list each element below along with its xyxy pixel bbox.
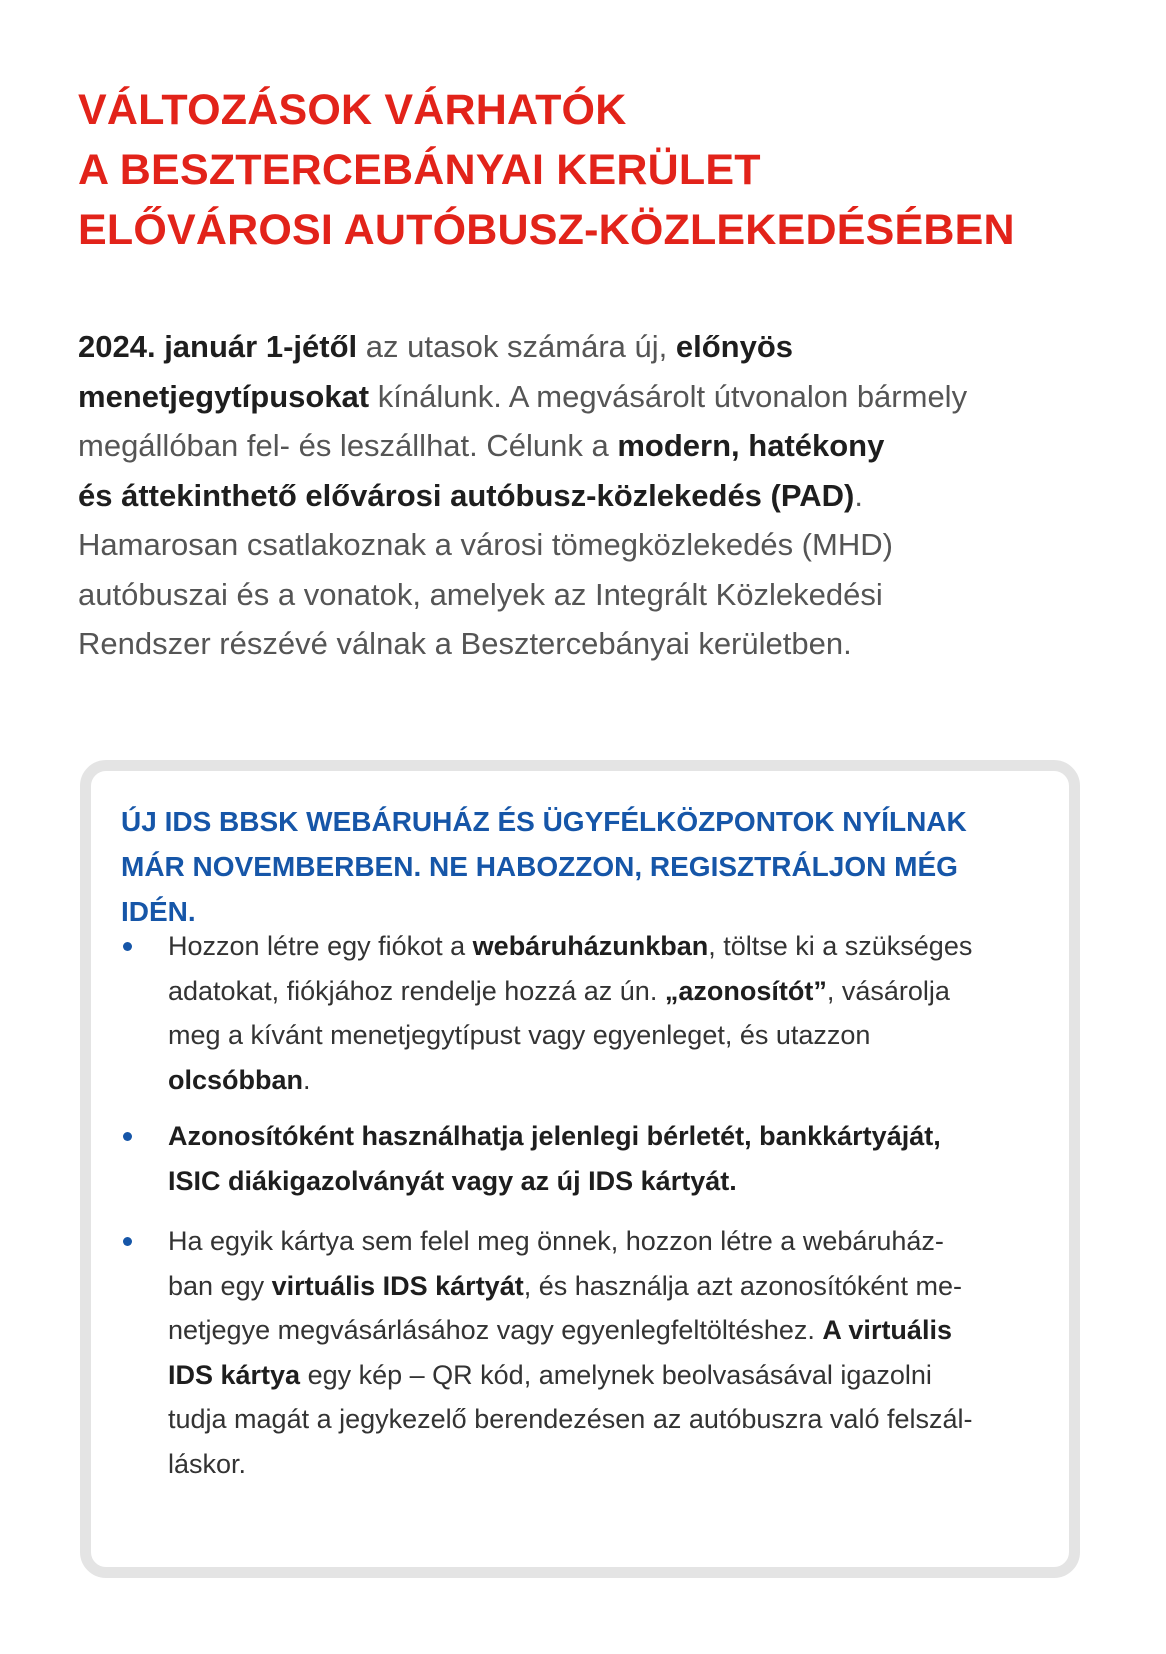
info-box-title-line: MÁR NOVEMBERBEN. NE HABOZZON, REGISZTRÁLJON MÉG	[121, 851, 958, 882]
bullet-dot-icon	[123, 1237, 132, 1246]
bullet-span: , és használja azt azonosítóként me-	[523, 1270, 962, 1301]
info-box-title-line: ÚJ IDS BBSK WEBÁRUHÁZ ÉS ÜGYFÉLKÖZPONTOK NYÍLNAK	[121, 806, 967, 837]
bullet-bold: webáruházunkban	[472, 931, 709, 961]
bullet-bold: virtuális IDS kártyát	[271, 1270, 524, 1301]
bullet-dot-icon	[123, 942, 132, 951]
bullet-bold: olcsóbban	[168, 1064, 304, 1095]
bullet-line	[168, 1353, 1048, 1398]
bullet-line	[168, 1264, 1048, 1309]
intro-line	[78, 322, 1088, 372]
bullet-line	[168, 969, 1048, 1014]
bullet-bold: ISIC diákigazolványát vagy az új IDS kártyát.	[168, 1165, 737, 1196]
intro-bold: 2024. január 1-jétől	[78, 329, 358, 364]
title-line-1: VÁLTOZÁSOK VÁRHATÓK	[78, 86, 627, 134]
intro-bold: menetjegytípusokat	[78, 378, 370, 414]
intro-text: az utasok számára új,	[357, 329, 676, 364]
info-box-title-line: IDÉN.	[121, 896, 196, 927]
bullet-span: netjegye megvásárlásához vagy egyenlegfeltöltéshez.	[168, 1315, 823, 1345]
bullet-line: láskor.	[168, 1448, 247, 1479]
intro-text: kínálunk. A megvásárolt útvonalon bármely	[369, 378, 968, 414]
intro-line	[78, 421, 1088, 471]
bullet-line	[168, 1114, 1048, 1159]
bullet-line	[168, 1159, 1048, 1204]
bullet-bold: A virtuális	[822, 1315, 952, 1345]
intro-text: megállóban fel- és leszállhat. Célunk a	[78, 428, 618, 463]
bullet-line	[168, 1308, 1048, 1353]
bullet-span: egy kép – QR kód, amelynek beolvasásával igazolni	[300, 1359, 932, 1390]
bullet-text	[168, 1219, 1048, 1486]
bullet-span: ban egy	[168, 1270, 272, 1301]
bullet-line	[168, 1058, 1048, 1103]
bullet-dot-icon	[123, 1132, 132, 1141]
bullet-line	[168, 924, 1048, 969]
intro-text: .	[854, 477, 863, 513]
intro-line: Rendszer részévé válnak a Besztercebányai kerületben.	[78, 626, 852, 661]
bullet-bold: „azonosítót”	[664, 975, 827, 1006]
intro-bold: előnyös	[675, 329, 794, 364]
bullet-span: , vásárolja	[826, 975, 950, 1006]
bullet-text	[168, 1114, 1048, 1203]
intro-paragraph	[78, 322, 1088, 669]
bullet-bold: Azonosítóként használhatja jelenlegi bérletét, bankkártyáját,	[168, 1121, 941, 1151]
intro-line: autóbuszai és a vonatok, amelyek az Integrált Közlekedési	[78, 576, 883, 612]
bullet-span: .	[303, 1064, 311, 1095]
title-line-2: A BESZTERCEBÁNYAI KERÜLET	[78, 146, 761, 194]
bullet-span: , töltse ki a szükséges	[708, 931, 973, 961]
bullet-line: Ha egyik kártya sem felel meg önnek, hozzon létre a webáruház-	[168, 1226, 944, 1256]
intro-bold: modern, hatékony	[617, 428, 885, 463]
intro-line	[78, 372, 1088, 422]
info-box-title	[121, 799, 1051, 934]
bullet-line: meg a kívánt menetjegytípust vagy egyenleget, és utazzon	[168, 1020, 871, 1050]
bullet-line: tudja magát a jegykezelő berendezésen az autóbuszra való felszál-	[168, 1404, 973, 1434]
bullet-span: adatokat, fiókjához rendelje hozzá az ún.	[168, 975, 665, 1006]
page-title	[78, 80, 1098, 260]
intro-bold: és áttekinthető elővárosi autóbusz-közlekedés (PAD)	[78, 477, 855, 513]
title-line-3: ELŐVÁROSI AUTÓBUSZ-KÖZLEKEDÉSÉBEN	[78, 206, 1015, 254]
info-box	[80, 760, 1080, 1578]
bullet-bold: IDS kártya	[168, 1359, 301, 1390]
intro-line: Hamarosan csatlakoznak a városi tömegközlekedés (MHD)	[78, 527, 893, 562]
bullet-text	[168, 924, 1048, 1102]
bullet-span: Hozzon létre egy fiókot a	[168, 931, 473, 961]
intro-line	[78, 471, 1088, 521]
